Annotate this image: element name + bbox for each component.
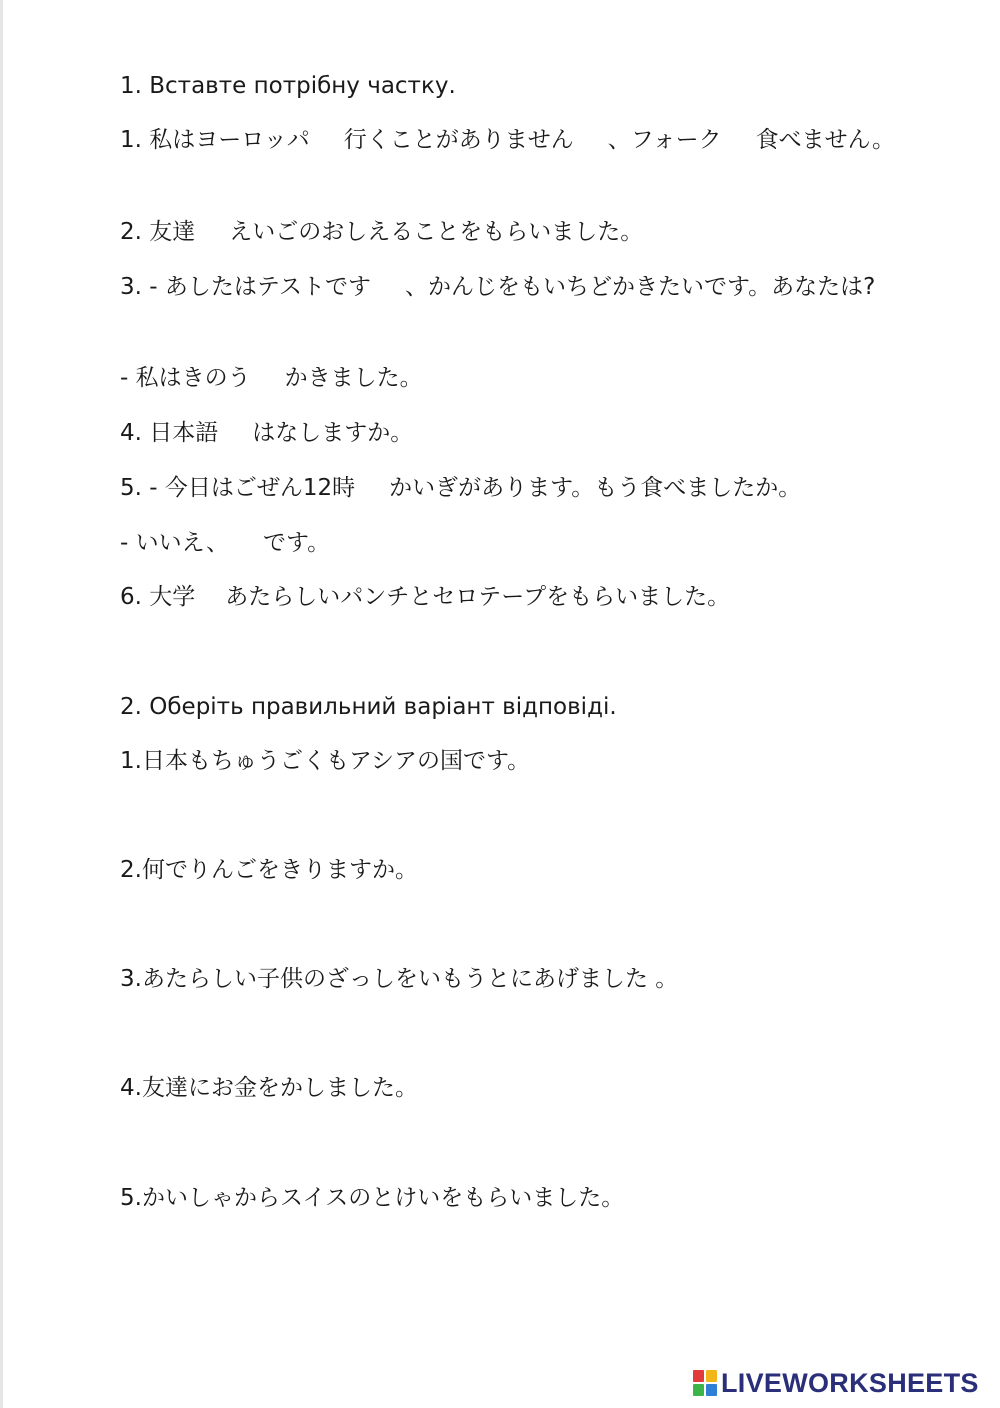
q1-text-a: 1. 私はヨーロッパ — [120, 127, 310, 153]
q3b-text-b: かきました。 — [284, 365, 423, 391]
q5-text-b: かいぎがあります。もう食べましたか。 — [389, 475, 802, 501]
page-left-edge — [0, 0, 3, 1408]
question-1-5 — [120, 470, 801, 506]
question-1-3-reply — [120, 360, 423, 396]
q2-text-a: 2. 友達 — [120, 219, 196, 245]
q3-text-a: 3. - あしたはテストです — [120, 274, 371, 300]
question-1-2 — [120, 214, 643, 250]
liveworksheets-logo-icon — [693, 1370, 717, 1396]
q3b-text-a: - 私はきのう — [120, 365, 251, 391]
question-1-1 — [120, 122, 930, 158]
question-1-5-reply — [120, 525, 330, 561]
q2-text-b: えいごのおしえることをもらいました。 — [229, 219, 644, 245]
question-2-4: 4.友達にお金をかしました。 — [120, 1075, 418, 1101]
q3-text-b: 、かんじをもいちどかきたいです。あなたは? — [404, 274, 876, 300]
q5b-text-a: - いいえ、 — [120, 530, 229, 556]
question-2-3: 3.あたらしい子供のざっしをいもうとにあげました 。 — [120, 966, 679, 992]
q1-text-b: 行くことがありません — [343, 127, 574, 153]
question-2-5: 5.かいしゃからスイスのとけいをもらいました。 — [120, 1185, 625, 1211]
section2-heading: 2. Оберіть правильний варіант відповіді. — [120, 694, 617, 720]
q4-text-a: 4. 日本語 — [120, 420, 219, 446]
q4-text-b: はなしますか。 — [252, 420, 414, 446]
liveworksheets-wordmark: LIVEWORKSHEETS — [721, 1367, 979, 1398]
question-2-2: 2.何でりんごをきりますか。 — [120, 857, 418, 883]
section1-heading: 1. Вставте потрібну частку. — [120, 73, 456, 99]
q6-text-a: 6. 大学 — [120, 584, 196, 610]
question-1-6 — [120, 579, 730, 615]
q1-text-c: 、フォーク — [607, 127, 722, 153]
q1-text-d: 食べません。 — [755, 127, 896, 153]
liveworksheets-logo — [693, 1366, 979, 1400]
q5b-text-b: です。 — [263, 530, 331, 556]
question-2-1: 1.日本もちゅうごくもアシアの国です。 — [120, 748, 531, 774]
q6-text-b: あたらしいパンチとセロテープをもらいました。 — [225, 584, 731, 610]
question-1-3 — [120, 269, 930, 305]
q5-text-a: 5. - 今日はごぜん12時 — [120, 475, 356, 501]
question-1-4 — [120, 415, 413, 451]
